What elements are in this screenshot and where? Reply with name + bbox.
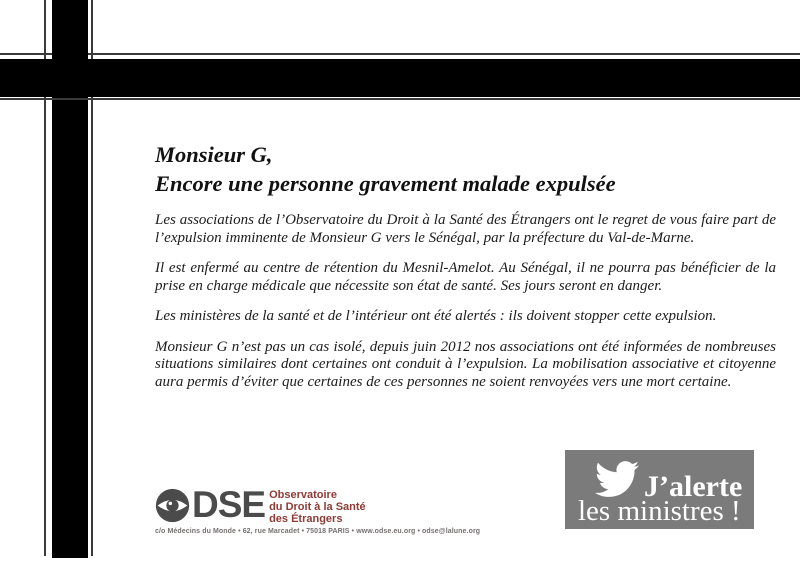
odse-name bbox=[269, 488, 366, 525]
title-line-1: Monsieur G, bbox=[155, 142, 273, 167]
title-line-2: Encore une personne gravement malade expulsée bbox=[155, 171, 616, 196]
alert-ministers-badge[interactable] bbox=[565, 450, 754, 529]
page-title bbox=[155, 140, 776, 198]
mourning-cross-horizontal-bar bbox=[0, 59, 800, 97]
thin-rule-horizontal-bottom bbox=[0, 98, 800, 100]
body-paragraph-4: Monsieur G n’est pas un cas isolé, depuis juin 2012 nos associations ont été informées de nombreuses situations similaires dont certaines ont conduit à l’expulsion. La mobilisation associative et citoyenne aura permis d’éviter que certaines de ces personnes ne soient renvoyées vers une mort certaine. bbox=[155, 338, 776, 390]
announcement-body bbox=[155, 140, 776, 404]
odse-logo bbox=[155, 484, 481, 535]
odse-acronym: DSE bbox=[192, 484, 266, 525]
body-paragraph-1: Les associations de l’Observatoire du Droit à la Santé des Étrangers ont le regret de vous faire part de l’expulsion imminente de Monsieur G vers le Sénégal, par la préfecture du Val-de-Marne. bbox=[155, 212, 776, 246]
odse-name-line-1: Observatoire bbox=[269, 489, 337, 501]
badge-text-line-1: J’alerte bbox=[644, 470, 743, 503]
odse-name-line-2: du Droit à la Santé bbox=[269, 501, 366, 513]
eye-icon bbox=[155, 488, 190, 523]
odse-name-line-3: des Étrangers bbox=[269, 513, 343, 525]
badge-text-line-2: les ministres ! bbox=[578, 495, 741, 527]
body-paragraph-3: Les ministères de la santé et de l’intérieur ont été alertés : ils doivent stopper cette expulsion. bbox=[155, 308, 717, 324]
body-paragraph-2: Il est enfermé au centre de rétention du Mesnil-Amelot. Au Sénégal, il ne pourra pas bénéficier de la prise en charge médicale que nécessite son état de santé. Ses jours seront en danger. bbox=[155, 260, 776, 294]
thin-rule-horizontal-top bbox=[0, 53, 800, 55]
odse-address-line: c/o Médecins du Monde • 62, rue Marcadet • 75018 PARIS • www.odse.eu.org • odse@lalune.org bbox=[155, 528, 481, 535]
